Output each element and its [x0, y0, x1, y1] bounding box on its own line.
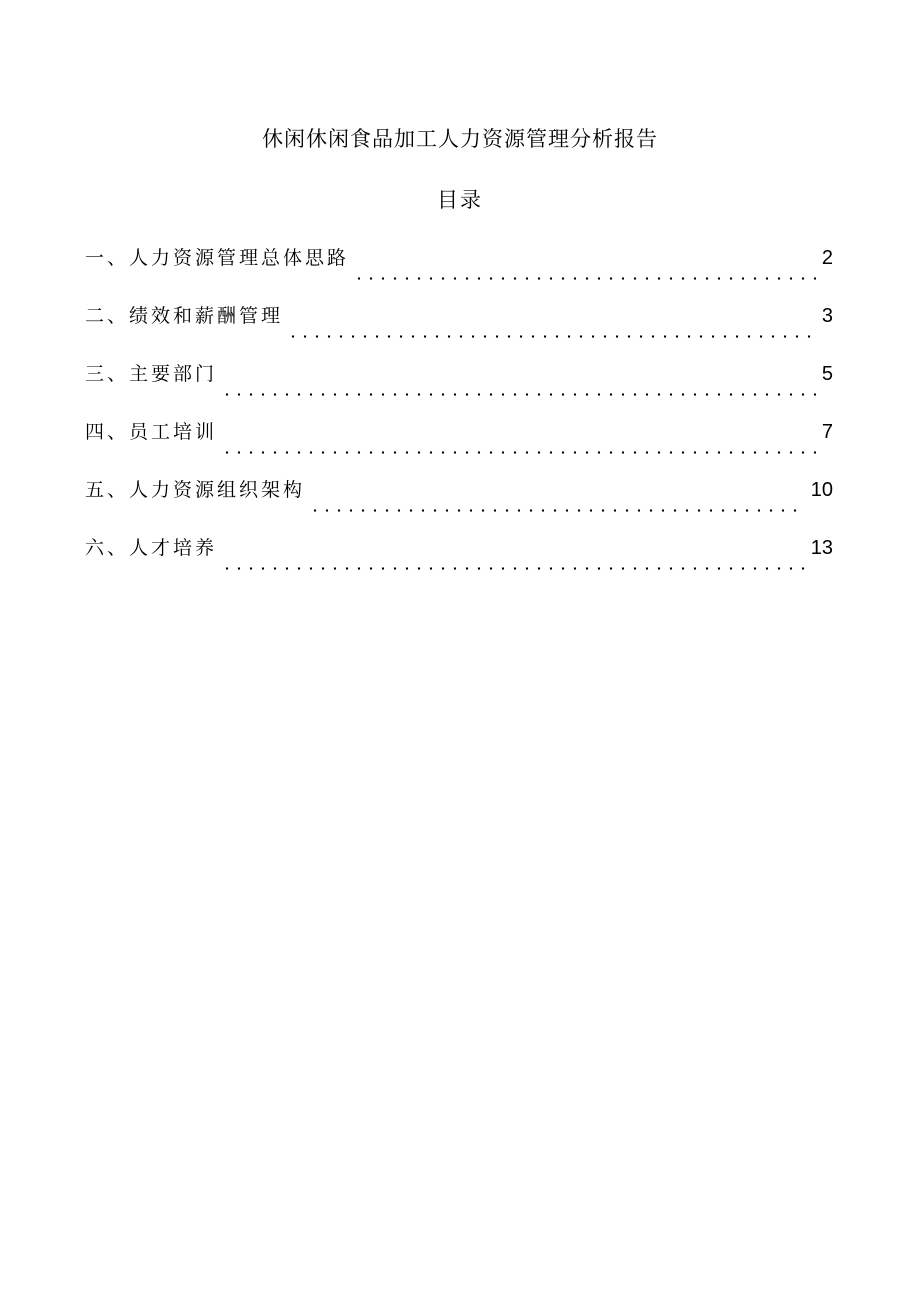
toc-dot-leader: [309, 509, 805, 512]
toc-entry[interactable]: [85, 475, 833, 533]
toc-entry[interactable]: [85, 243, 833, 301]
toc-entry-label: 五、人力资源组织架构: [85, 479, 306, 501]
toc-dot-leader: [287, 335, 816, 338]
toc-entry-label: 三、主要部门: [85, 363, 218, 385]
toc-entry-page-number: 2: [821, 247, 833, 269]
table-of-contents: [85, 243, 833, 591]
toc-dot-leader: [353, 277, 816, 280]
toc-dot-leader: [221, 567, 805, 570]
document-title: 休闲休闲食品加工人力资源管理分析报告: [262, 127, 658, 151]
toc-entry-page-number: 7: [821, 421, 833, 443]
toc-dot-leader: [221, 451, 816, 454]
toc-entry[interactable]: [85, 533, 833, 591]
toc-entry[interactable]: [85, 417, 833, 475]
toc-entry-page-number: 10: [810, 479, 833, 501]
toc-entry-page-number: 3: [821, 305, 833, 327]
toc-entry-label: 一、人力资源管理总体思路: [85, 247, 350, 269]
toc-entry-page-number: 5: [821, 363, 833, 385]
toc-entry-page-number: 13: [810, 537, 833, 559]
toc-entry-label: 六、人才培养: [85, 537, 218, 559]
toc-dot-leader: [221, 393, 816, 396]
toc-entry[interactable]: [85, 301, 833, 359]
toc-heading: 目录: [437, 188, 483, 212]
toc-entry[interactable]: [85, 359, 833, 417]
toc-entry-label: 四、员工培训: [85, 421, 218, 443]
toc-entry-label: 二、绩效和薪酬管理: [85, 305, 284, 327]
